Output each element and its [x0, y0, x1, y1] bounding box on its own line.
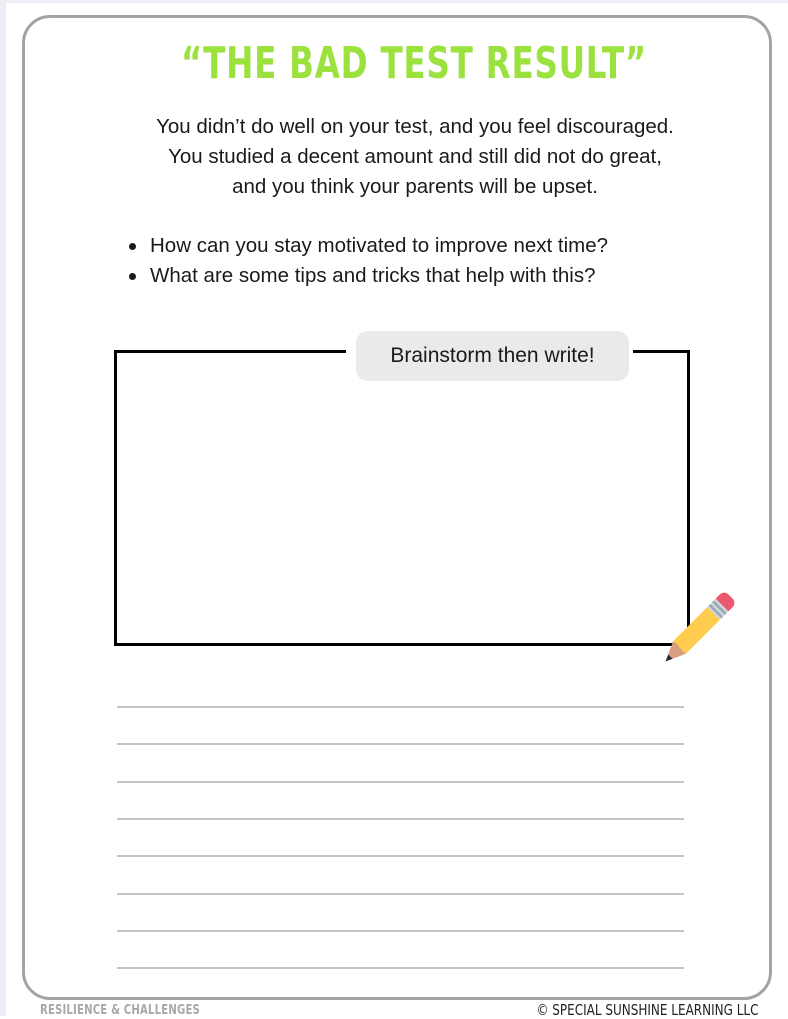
- scenario-line: You studied a decent amount and still did not do great,: [168, 145, 662, 168]
- writing-line[interactable]: [117, 743, 684, 745]
- bullet-icon: [129, 243, 136, 250]
- page-edge-top: [0, 0, 788, 3]
- prompt-text: How can you stay motivated to improve next time?: [150, 234, 609, 257]
- writing-line[interactable]: [117, 930, 684, 932]
- writing-line[interactable]: [117, 818, 684, 820]
- scenario-line: and you think your parents will be upset.: [232, 175, 598, 198]
- page-edge: [0, 0, 6, 1016]
- footer-category: RESILIENCE & CHALLENGES: [40, 1003, 200, 1018]
- prompt-list: [126, 231, 608, 291]
- scenario-text: [60, 112, 770, 202]
- brainstorm-box[interactable]: [114, 350, 690, 646]
- writing-line[interactable]: [117, 781, 684, 783]
- writing-line[interactable]: [117, 893, 684, 895]
- prompt-text: What are some tips and tricks that help with this?: [150, 264, 596, 287]
- bullet-icon: [129, 273, 136, 280]
- worksheet-title: “THE BAD TEST RESULT”: [181, 38, 647, 89]
- footer-copyright: © SPECIAL SUNSHINE LEARNING LLC: [536, 1001, 758, 1019]
- prompt-item: [126, 231, 608, 261]
- writing-line[interactable]: [117, 706, 684, 708]
- scenario-line: You didn’t do well on your test, and you feel discouraged.: [156, 115, 674, 138]
- prompt-item: [126, 261, 608, 291]
- writing-line[interactable]: [117, 967, 684, 969]
- writing-line[interactable]: [117, 855, 684, 857]
- brainstorm-label: Brainstorm then write!: [390, 344, 595, 367]
- pencil-icon: [650, 583, 746, 675]
